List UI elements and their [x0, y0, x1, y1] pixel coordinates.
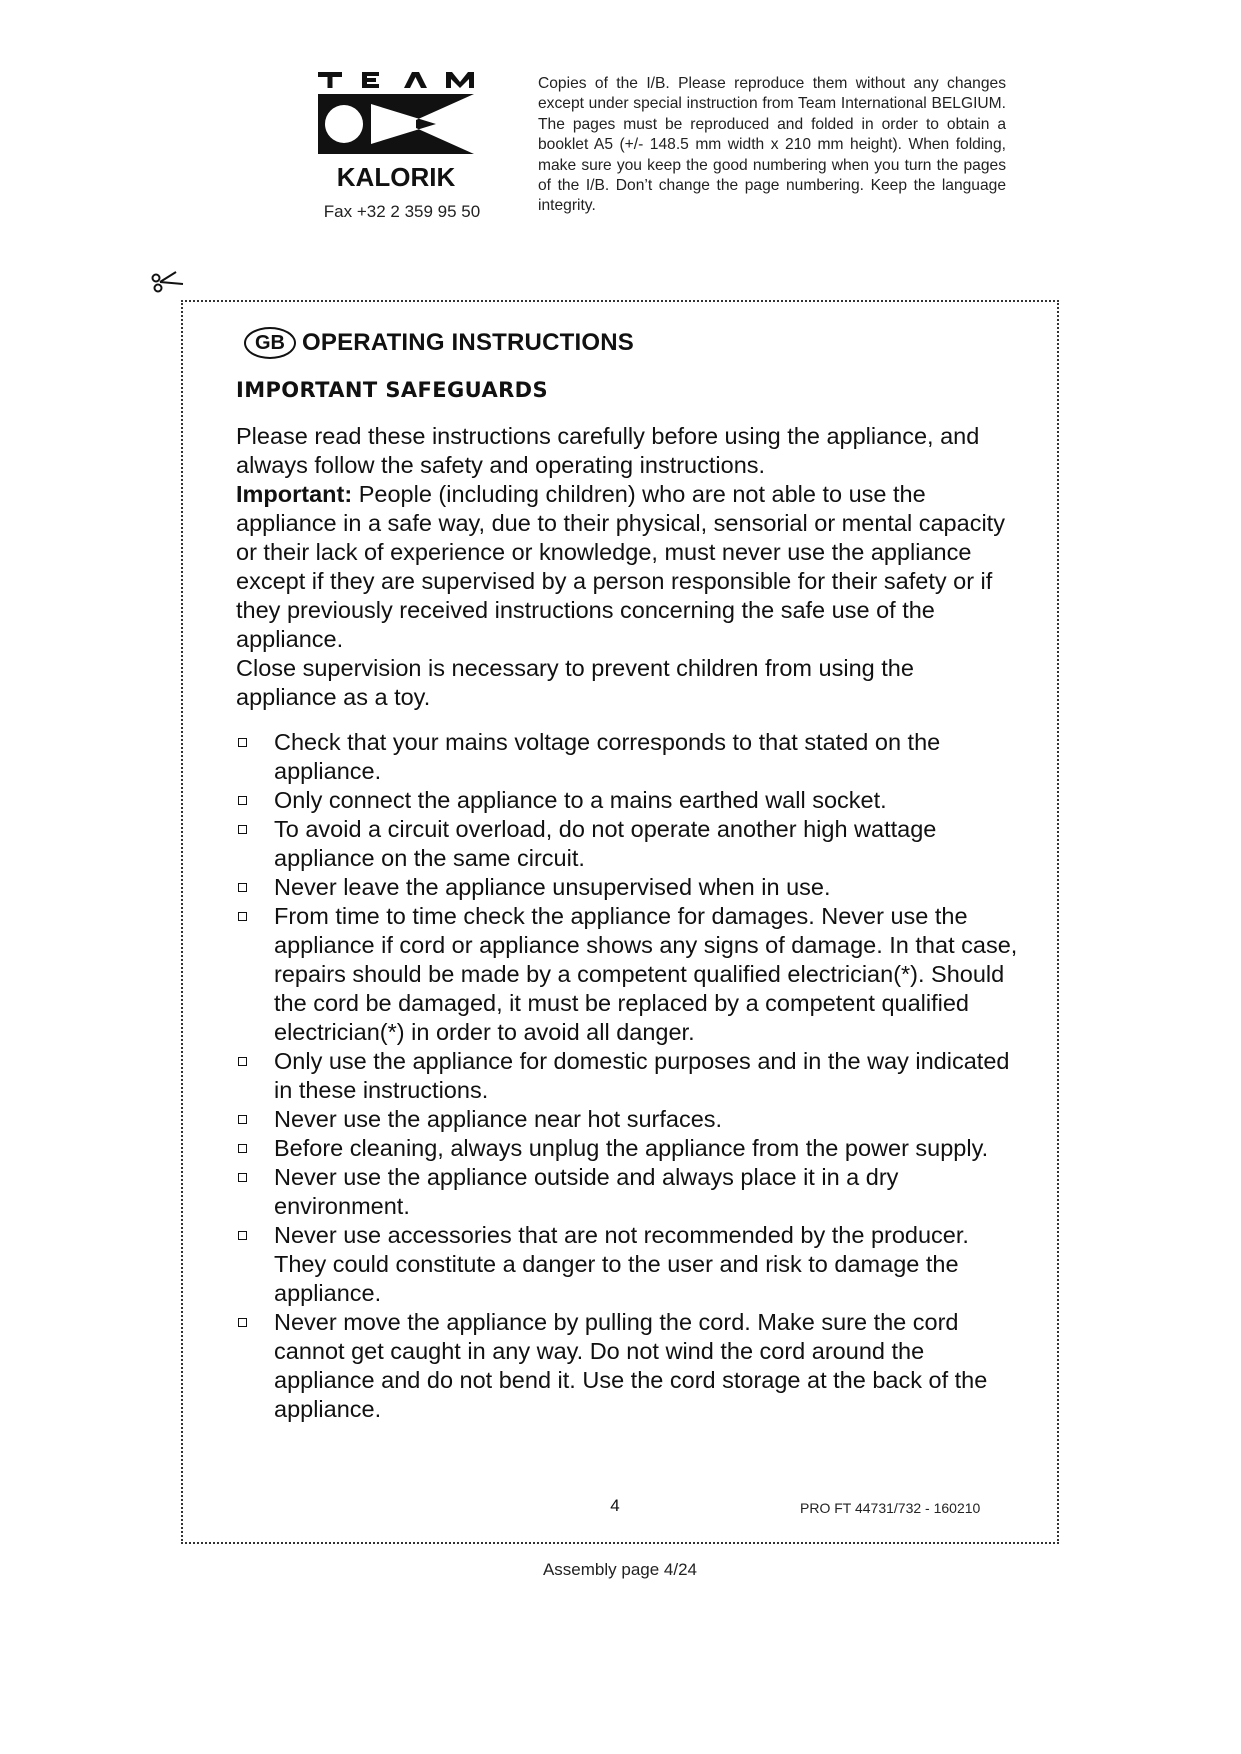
checkbox-bullet-icon — [238, 1231, 247, 1240]
list-item: Only use the appliance for domestic purposes and in the way indicated in these instructions. — [236, 1047, 1026, 1105]
supervision-paragraph: Close supervision is necessary to prevent children from using the appliance as a toy. — [236, 655, 914, 710]
fax-number: Fax +32 2 359 95 50 — [323, 202, 481, 221]
team-kalorik-logo — [316, 70, 476, 192]
checkbox-bullet-icon — [238, 796, 247, 805]
assembly-page-label: Assembly page 4/24 — [542, 1560, 698, 1579]
checkbox-bullet-icon — [238, 1115, 247, 1124]
page-number: 4 — [610, 1496, 620, 1515]
checkbox-bullet-icon — [238, 1057, 247, 1066]
section-heading — [244, 324, 634, 362]
intro-text — [236, 422, 1016, 712]
checkbox-bullet-icon — [238, 1144, 247, 1153]
safeguards-heading: IMPORTANT SAFEGUARDS — [236, 378, 549, 402]
checkbox-bullet-icon — [238, 738, 247, 747]
important-paragraph — [236, 480, 1016, 654]
list-item: Before cleaning, always unplug the appliance from the power supply. — [236, 1134, 1026, 1163]
checkbox-bullet-icon — [238, 1318, 247, 1327]
checkbox-bullet-icon — [238, 912, 247, 921]
list-item: Check that your mains voltage corresponds to that stated on the appliance. — [236, 728, 1026, 786]
checkbox-bullet-icon — [238, 825, 247, 834]
important-label: Important: — [236, 481, 353, 507]
language-badge: GB — [244, 327, 296, 359]
scissors-icon — [150, 268, 184, 296]
important-text: People (including children) who are not able to use the appliance in a safe way, due to their physical, sensorial or mental capacity or their lack of experience or knowledge, must never use the appliance except if they are supervised by a person responsible for their safety or if they previously received instructions concerning the safe use of the appliance. — [236, 481, 1005, 652]
list-item: Never use the appliance outside and always place it in a dry environment. — [236, 1163, 1026, 1221]
list-item: Never leave the appliance unsupervised when in use. — [236, 873, 1026, 902]
checkbox-bullet-icon — [238, 1173, 247, 1182]
page-title: OPERATING INSTRUCTIONS — [302, 329, 634, 356]
safeguards-list — [236, 728, 1026, 1424]
reference-code: PRO FT 44731/732 - 160210 — [800, 1500, 981, 1516]
checkbox-bullet-icon — [238, 883, 247, 892]
list-item: Never use accessories that are not recommended by the producer. They could constitute a danger to the user and risk to damage the appliance. — [236, 1221, 1026, 1308]
list-item: To avoid a circuit overload, do not operate another high wattage appliance on the same circuit. — [236, 815, 1026, 873]
list-item: Never move the appliance by pulling the cord. Make sure the cord cannot get caught in any way. Do not wind the cord around the appliance and do not bend it. Use the cord storage at the back of the appliance. — [236, 1308, 1026, 1424]
intro-paragraph: Please read these instructions carefully before using the appliance, and always follow the safety and operating instructions. — [236, 423, 980, 478]
reproduction-notice: Copies of the I/B. Please reproduce them without any changes except under special instruction from Team International BELGIUM. The pages must be reproduced and folded in order to obtain a booklet A5 (+/- 148.5 mm width x 210 mm height). When folding, make sure you keep the good numbering when you turn the pages of the I/B. Don’t change the page numbering. Keep the language integrity. — [538, 75, 1006, 215]
list-item: Only connect the appliance to a mains earthed wall socket. — [236, 786, 1026, 815]
svg-text:KALORIK: KALORIK — [336, 162, 456, 192]
list-item: From time to time check the appliance for damages. Never use the appliance if cord or appliance shows any signs of damage. In that case, repairs should be made by a competent qualified electrician(*). Should the cord be damaged, it must be replaced by a competent qualified electrician(*) in order to avoid all danger. — [236, 902, 1026, 1047]
list-item: Never use the appliance near hot surfaces. — [236, 1105, 1026, 1134]
